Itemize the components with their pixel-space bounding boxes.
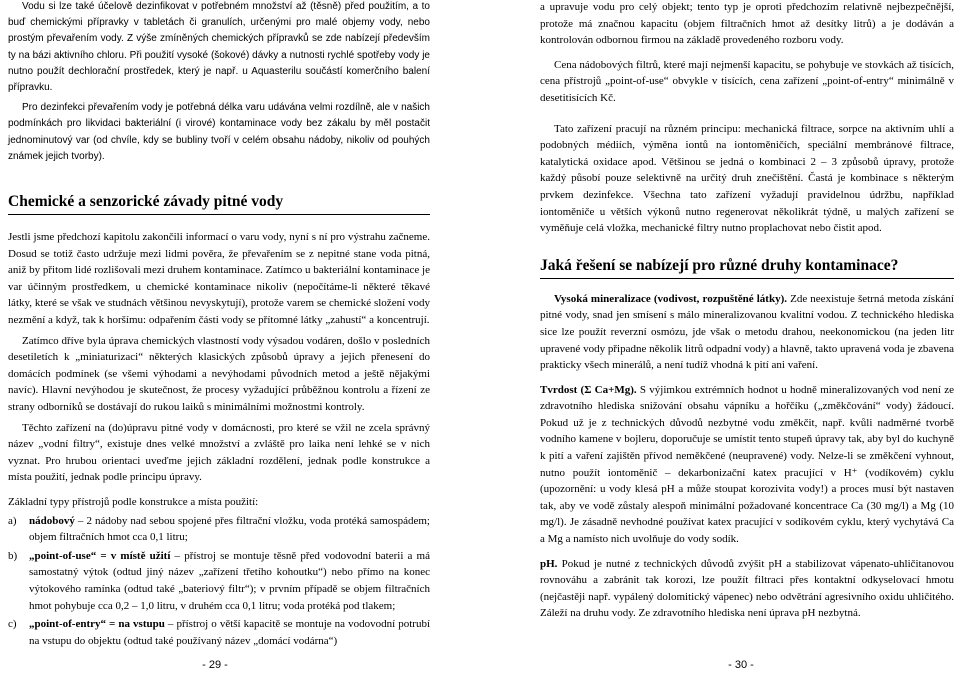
paragraph-term: Tvrdost (Σ Ca+Mg). [540, 383, 637, 396]
paragraph-text: S výjimkou extrémních hodnot u hodně mineralizovaných vod není ze zdravotního hlediska snižování obsahu vápníku a hořčíku („změkčování“ vody) žádoucí. Pokud už je z technických důvodů nezbytné vodu změkčit, např. kvůli nadměrné tvorbě vodního kamene v bojleru, doporučuje se umístit tento stupeň úpravy tak, aby byl do kuchyně k pití a vaření zajištěn přívod neměkčené (neupravené) vody. Nelze-li se změkčení vyhnout, nutno použít iontoměnič – dekarbonizační katex pracující v H⁺ (vodíkovém) cyklu (upozornění: u vody klesá pH a může stoupat korozivita vody!) a proces musí být nastaven tak, aby ve vodě zůstaly alespoň minimální požadované koncentrace Ca (30 mg/l) a Mg (10 mg/l). Je zásadně nevhodné používat katex pracující v sodíkovém cyklu, který vychytává Ca a Mg a namísto nich uvolňuje do vody sodík. [540, 383, 954, 546]
body-paragraph [540, 556, 954, 622]
list-item-label: a) [8, 514, 17, 527]
body-paragraph: Tato zařízení pracují na různém principu: mechanická filtrace, sorpce na aktivním uhlí a podobných médiích, výměna iontů na iontoměničích, speciální membránové filtrace, katalytická oxidace apod. Většinou se jedná o kombinaci 2 – 3 způsobů úpravy, protože každý působí pouze selektivně na určitý druh znečištění. Častá je kombinace s některým prvkem dezinfekce. Všechna tato zařízení vyžadují pravidelnou údržbu, například iontoměniče u větších výkonů nutno regenerovat několikrát týdně, u malých zařízení se vyměňuje celá vložka, mechanické filtry nutno proplachovat nebo čistit apod. [540, 122, 954, 235]
list-item-label: c) [8, 618, 17, 631]
paragraph-text: Zde neexistuje šetrná metoda získání pitné vody, snad jen smísení s málo mineralizovanou kvalitní vodou. Z technického hlediska sice lze použít reverzní osmózu, jde však o metodu drahou, neekonomickou (na jeden litr upravené vody připadne několik litrů odpadní vody) a hlavně, takto upravená voda je zbavena prakticky všech minerálů, a není tudíž vhodná k pití ani vaření. [540, 292, 954, 372]
body-paragraph: Cena nádobových filtrů, které mají nejmenší kapacitu, se pohybuje ve stovkách až tisících, cena přístrojů „point-of-use“ obvykle v tisících, cena zařízení „point-of-entry“ minimálně v desetitisících Kč. [540, 58, 954, 104]
body-paragraph: a upravuje vodu pro celý objekt; tento typ je oproti předchozím relativně nejbezpečnější, protože má značnou kapacitu (objem filtračních hmot až desítky litrů) a je dodáván a kontrolován odbornou firmou na základě provedeného rozboru vody. [540, 1, 954, 47]
list-item [8, 548, 430, 614]
chapter-heading: Chemické a senzorické závady pitné vody [8, 193, 284, 211]
list-item [8, 513, 430, 546]
list-item-label: b) [8, 549, 18, 562]
list-intro: Základní typy přístrojů podle konstrukce a místa použití: [8, 495, 259, 508]
boiling-paragraph: Pro dezinfekci převařením vody je potřebná délka varu udávána velmi rozdílně, ale v našich podmínkách pro likvidaci bakteriální (i virové) kontaminace vody bez zákalu by měl postačit jednominutový var (od chvíle, kdy se bubliny tvoří v celém obsahu nádoby, nikoliv od pouhých známek jejich tvorby). [8, 102, 430, 162]
list-item-term: nádobový [29, 514, 75, 527]
chapter-heading-block [8, 193, 430, 215]
paragraph-text: Pokud je nutné z technických důvodů zvýšit pH a stabilizovat vápenato-uhličitanovou rovnováhu a zabránit tak korozi, lze použít filtraci přes kontaktní odkyselovací hmotu (nejčastěji např. vypálený dolomitický vápenec) nebo odvětrání agresivního oxidu uhličitého. Záleží na druhu vody. Ze zdravotního hlediska není úprava pH nezbytná. [540, 557, 954, 620]
body-paragraph: Jestli jsme předchozí kapitolu zakončili informací o varu vody, nyní s ní pro výstrahu začneme. Dosud se totiž často udržuje mezi lidmi pověra, že převařením se z nepitné stane voda pitná, aniž by přitom lidé rozlišovali mezi druhem kontaminace. Zatímco u bakteriální kontaminace je var účinným prostředkem, u chemické kontaminace nikoliv (nepočítáme-li některé těkavé látky, které se však ve studnách většinou nevyskytují), protože varem se chemické složení vody nezmění a když, tak k horšímu: odpařením části vody se přítomné látky „zahustí“ a koncentrují. [8, 231, 430, 326]
list-item [8, 616, 430, 649]
body-paragraph [540, 291, 954, 374]
left-column [8, 0, 430, 649]
list-item-text: – přístroj o větší kapacitě se montuje na vodovodní potrubí na vstupu do objektu (odtud také používaný název „domácí vodárna“) [29, 618, 431, 647]
right-column [540, 0, 954, 622]
intro-paragraph: Vodu si lze také účelově dezinfikovat v potřebném množství až (těsně) před použitím, a to buď chemickými přípravky v tabletách či granulích, určenými pro malé objemy vody, nebo prostým převařením vody. Z výše zmíněných chemických přípravků se zde nabízejí především ty na bázi aktivního chloru. Při použití vysoké (šokové) dávky a nutnosti rychlé spotřeby vody je nutno použít dechlorační prostředek, který je např. u Aquasterilu součástí komerčního balení přípravku. [8, 1, 430, 94]
list-item-term: „point-of-use“ = v místě užití [29, 549, 171, 562]
page-number: - 30 - [728, 659, 754, 671]
body-paragraph [540, 382, 954, 548]
list-item-text: – přístroj se montuje těsně před vodovodní baterii a má samostatný výtok (odtud jiný název „zařízení třetího kohoutku“) nebo přímo na konec výtokového ramínka (odtud také „bateriový filtr“); v prvním případě se objem filtračních hmot pohybuje cca 0,2 – 1,0 litru, v druhém cca 0,1 litru; voda protéká pod tlakem; [29, 549, 430, 612]
paragraph-term: Vysoká mineralizace (vodivost, rozpuštěné látky). [554, 292, 787, 305]
section-heading-block [540, 257, 954, 279]
list-item-term: „point-of-entry“ = na vstupu [29, 618, 165, 631]
section-heading: Jaká řešení se nabízejí pro různé druhy kontaminace? [540, 256, 899, 274]
page-number: - 29 - [202, 659, 228, 671]
paragraph-term: pH. [540, 557, 558, 570]
body-paragraph: Těchto zařízení na (do)úpravu pitné vody v domácnosti, pro které se vžil ne zcela správný název „vodní filtry“, existuje dnes velké množství a zvláště pro laika není lehké se v nich vyznat. Pro hrubou orientaci uveďme jejich základní rozdělení, jednak podle konstrukce a místa použití, jednak podle principu úpravy. [8, 421, 430, 484]
list-item-text: – 2 nádoby nad sebou spojené přes filtrační vložku, voda protéká samospádem; objem filtračních hmot cca 0,1 litru; [29, 514, 430, 544]
right-page [522, 0, 960, 674]
left-page [0, 0, 430, 674]
body-paragraph: Zatímco dříve byla úprava chemických vlastností vody výsadou vodáren, došlo v posledních desetiletích k „miniaturizaci“ některých klasických způsobů úpravy a jejich přenesení do domácích podmínek (se všemi výhodami a nevýhodami původních metod a ještě nějakými navíc). Hlavní nevýhodou je skutečnost, že procesy vyžadující průběžnou kontrolu a řízení ze strany odborníků se dostávají do rukou laiků s minimálními možnostmi kontroly. [8, 334, 430, 413]
